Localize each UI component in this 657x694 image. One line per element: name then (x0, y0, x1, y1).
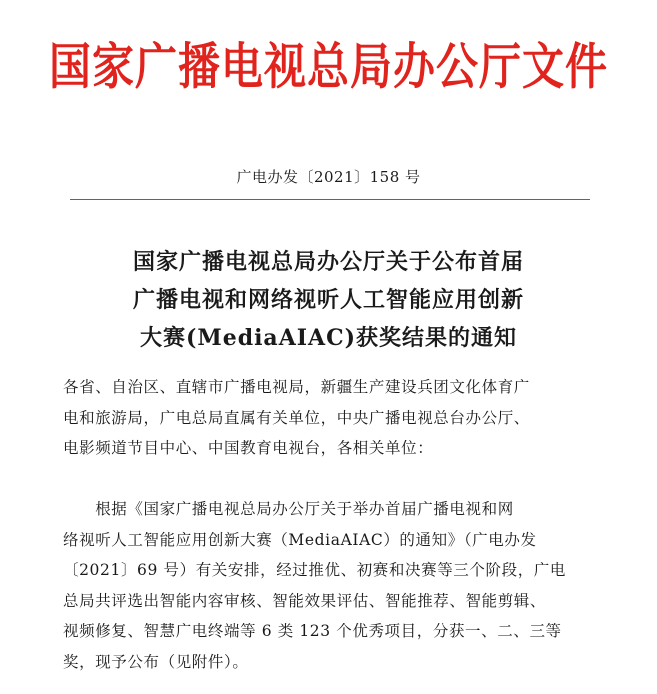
issuer-header: 国家广播电视总局办公厅文件 (48, 37, 608, 96)
paragraph-line: 总局共评选出智能内容审核、智能效果评估、智能推荐、智能剪辑、 (63, 591, 547, 610)
paragraph-line: 奖，现予公布（见附件）。 (63, 652, 249, 671)
notice-title-line: 广播电视和网络视听人工智能应用创新 (132, 287, 524, 313)
addressee-line: 各省、自治区、直辖市广播电视局，新疆生产建设兵团文化体育广 (63, 378, 530, 396)
paragraph-line: 络视听人工智能应用创新大赛（MediaAIAC）的通知》（广电办发 (63, 530, 537, 549)
paragraph-line: 〔2021〕69 号）有关安排，经过推优、初赛和决赛等三个阶段，广电 (63, 561, 566, 580)
document-number: 广电办发〔2021〕158 号 (236, 168, 421, 186)
addressee-line: 电和旅游局，广电总局直属有关单位，中央广播电视总台办公厅、 (63, 408, 530, 427)
notice-title-line: 大赛(MediaAIAC)获奖结果的通知 (139, 325, 518, 351)
red-divider-line (70, 199, 590, 200)
body-paragraph (63, 494, 603, 678)
addressee-block (63, 372, 603, 464)
notice-title-line: 国家广播电视总局办公厅关于公布首届 (132, 249, 524, 275)
addressee-line: 电影频道节目中心、中国教育电视台，各相关单位： (63, 439, 434, 458)
paragraph-line: 根据《国家广播电视总局办公厅关于举办首届广播电视和网 (63, 500, 514, 518)
notice-title (0, 243, 657, 357)
paragraph-line: 视频修复、智慧广电终端等 6 类 123 个优秀项目，分获一、二、三等 (63, 622, 562, 641)
